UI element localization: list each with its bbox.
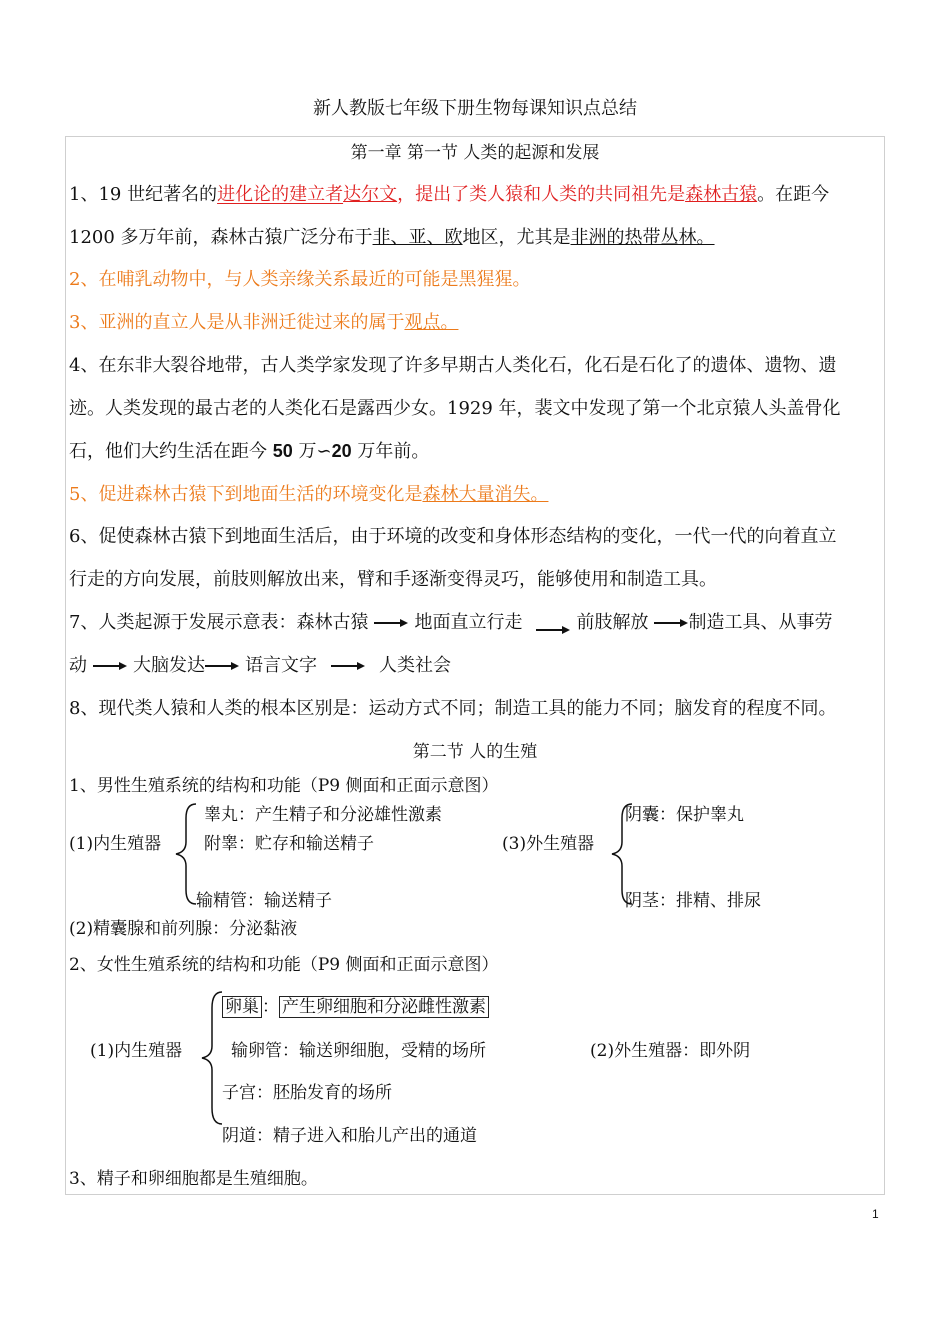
paragraph-8: 8、现代类人猿和人类的根本区别是：运动方式不同；制造工具的能力不同；脑发育的程度不同。 [69, 698, 837, 719]
male-internal-label: (1)内生殖器 [69, 834, 162, 854]
flow-step: 制造工具、从事劳 [688, 612, 833, 633]
arrow-right-icon [654, 618, 688, 628]
text: 3、亚洲的直立人是从非洲迁徙过来的属于 [69, 312, 405, 333]
underlined-text: 观点。 [404, 312, 459, 333]
text: 。在距今 [757, 184, 830, 205]
document-title: 新人教版七年级下册生物每课知识点总结 [313, 98, 637, 119]
arrow-right-icon [331, 661, 365, 671]
paragraph-4-line-3 [69, 437, 429, 463]
section-2-title: 第二节 人的生殖 [412, 742, 538, 762]
flow-step: 人类社会 [379, 655, 451, 676]
paragraph-3 [69, 308, 458, 334]
text: 万年前。 [351, 441, 430, 462]
arrow-right-icon [205, 661, 239, 671]
highlight-text: ，提出了类人猿和人类的共同祖先是 [397, 184, 686, 205]
male-internal-item: 输精管：输送精子 [196, 891, 332, 911]
flow-step: 大脑发达 [133, 655, 205, 676]
flow-step: 语言文字 [245, 655, 317, 676]
female-external: (2)外生殖器：即外阴 [590, 1041, 751, 1061]
text: 1200 多万年前，森林古猿广泛分布于 [69, 227, 373, 248]
underlined-text: 非洲的热带丛林。 [570, 227, 715, 248]
female-internal-item: 阴道：精子进入和胎儿产出的通道 [222, 1126, 477, 1146]
paragraph-2: 2、在哺乳动物中，与人类亲缘关系最近的可能是黑猩猩。 [69, 269, 531, 290]
text: 地区，尤其是 [462, 227, 571, 248]
text: ： [262, 997, 279, 1017]
highlight-text: 达尔文 [343, 184, 398, 205]
text: 5、促进森林古猿下到地面生活的环境变化是 [69, 484, 423, 505]
text: 石，他们大约生活在距今 [69, 441, 273, 462]
paragraph-6-line-1: 6、促使森林古猿下到地面生活后，由于环境的改变和身体形态结构的变化，一代一代的向着直立 [69, 526, 837, 547]
underlined-text: 森林大量消失。 [422, 484, 549, 505]
paragraph-5 [69, 480, 548, 506]
arrow-right-icon [536, 625, 570, 635]
female-heading: 2、女性生殖系统的结构和功能（P9 侧面和正面示意图） [69, 955, 499, 975]
paragraph-1-line-2 [69, 223, 715, 249]
text: 1、19 世纪著名的 [69, 184, 218, 205]
male-gland: (2)精囊腺和前列腺：分泌黏液 [69, 919, 298, 939]
paragraph-7-line-1 [69, 608, 832, 635]
female-internal-item: 输卵管：输送卵细胞，受精的场所 [231, 1041, 486, 1061]
flow-step: 地面直立行走 [414, 612, 523, 633]
paragraph-6-line-2: 行走的方向发展，前肢则解放出来，臂和手逐渐变得灵巧，能够使用和制造工具。 [69, 569, 717, 590]
arrow-right-icon [374, 618, 408, 628]
paragraph-last: 3、精子和卵细胞都是生殖细胞。 [69, 1169, 318, 1189]
underlined-text: 非、亚、欧 [372, 227, 463, 248]
ovary-row [222, 992, 489, 1017]
bold-number: 50 [272, 441, 293, 461]
male-external-label: (3)外生殖器 [502, 834, 595, 854]
female-internal-label: (1)内生殖器 [90, 1041, 183, 1061]
section-1-title: 第一章 第一节 人类的起源和发展 [350, 143, 600, 163]
flow-step: 森林古猿 [296, 612, 369, 633]
ovary-function: 产生卵细胞和分泌雌性激素 [279, 996, 489, 1018]
paragraph-7-line-2 [69, 651, 451, 677]
male-external-item: 阴囊：保护睾丸 [625, 805, 744, 825]
male-internal-item: 附睾：贮存和输送精子 [204, 834, 374, 854]
flow-step: 动 [69, 655, 87, 676]
flow-step: 前肢解放 [576, 612, 649, 633]
paragraph-1-line-1 [69, 180, 829, 206]
page-number: 1 [872, 1207, 879, 1221]
paragraph-4-line-2: 迹。人类发现的最古老的人类化石是露西少女。1929 年，裴文中发现了第一个北京猿人头盖骨化 [69, 398, 841, 419]
female-internal-item: 子宫：胚胎发育的场所 [222, 1083, 392, 1103]
text: 7、人类起源于发展示意表： [69, 612, 297, 633]
male-external-item: 阴茎：排精、排尿 [625, 891, 761, 911]
text: 万∽ [292, 441, 332, 462]
highlight-text: 进化论的建立者 [217, 184, 344, 205]
bold-number: 20 [331, 441, 352, 461]
paragraph-4-line-1: 4、在东非大裂谷地带，古人类学家发现了许多早期古人类化石，化石是石化了的遗体、遗物、遗 [69, 355, 837, 376]
arrow-right-icon [93, 661, 127, 671]
ovary-label: 卵巢 [222, 996, 262, 1018]
highlight-text: 森林古猿 [685, 184, 758, 205]
male-internal-item: 睾丸：产生精子和分泌雄性激素 [204, 805, 442, 825]
male-heading: 1、男性生殖系统的结构和功能（P9 侧面和正面示意图） [69, 776, 499, 796]
